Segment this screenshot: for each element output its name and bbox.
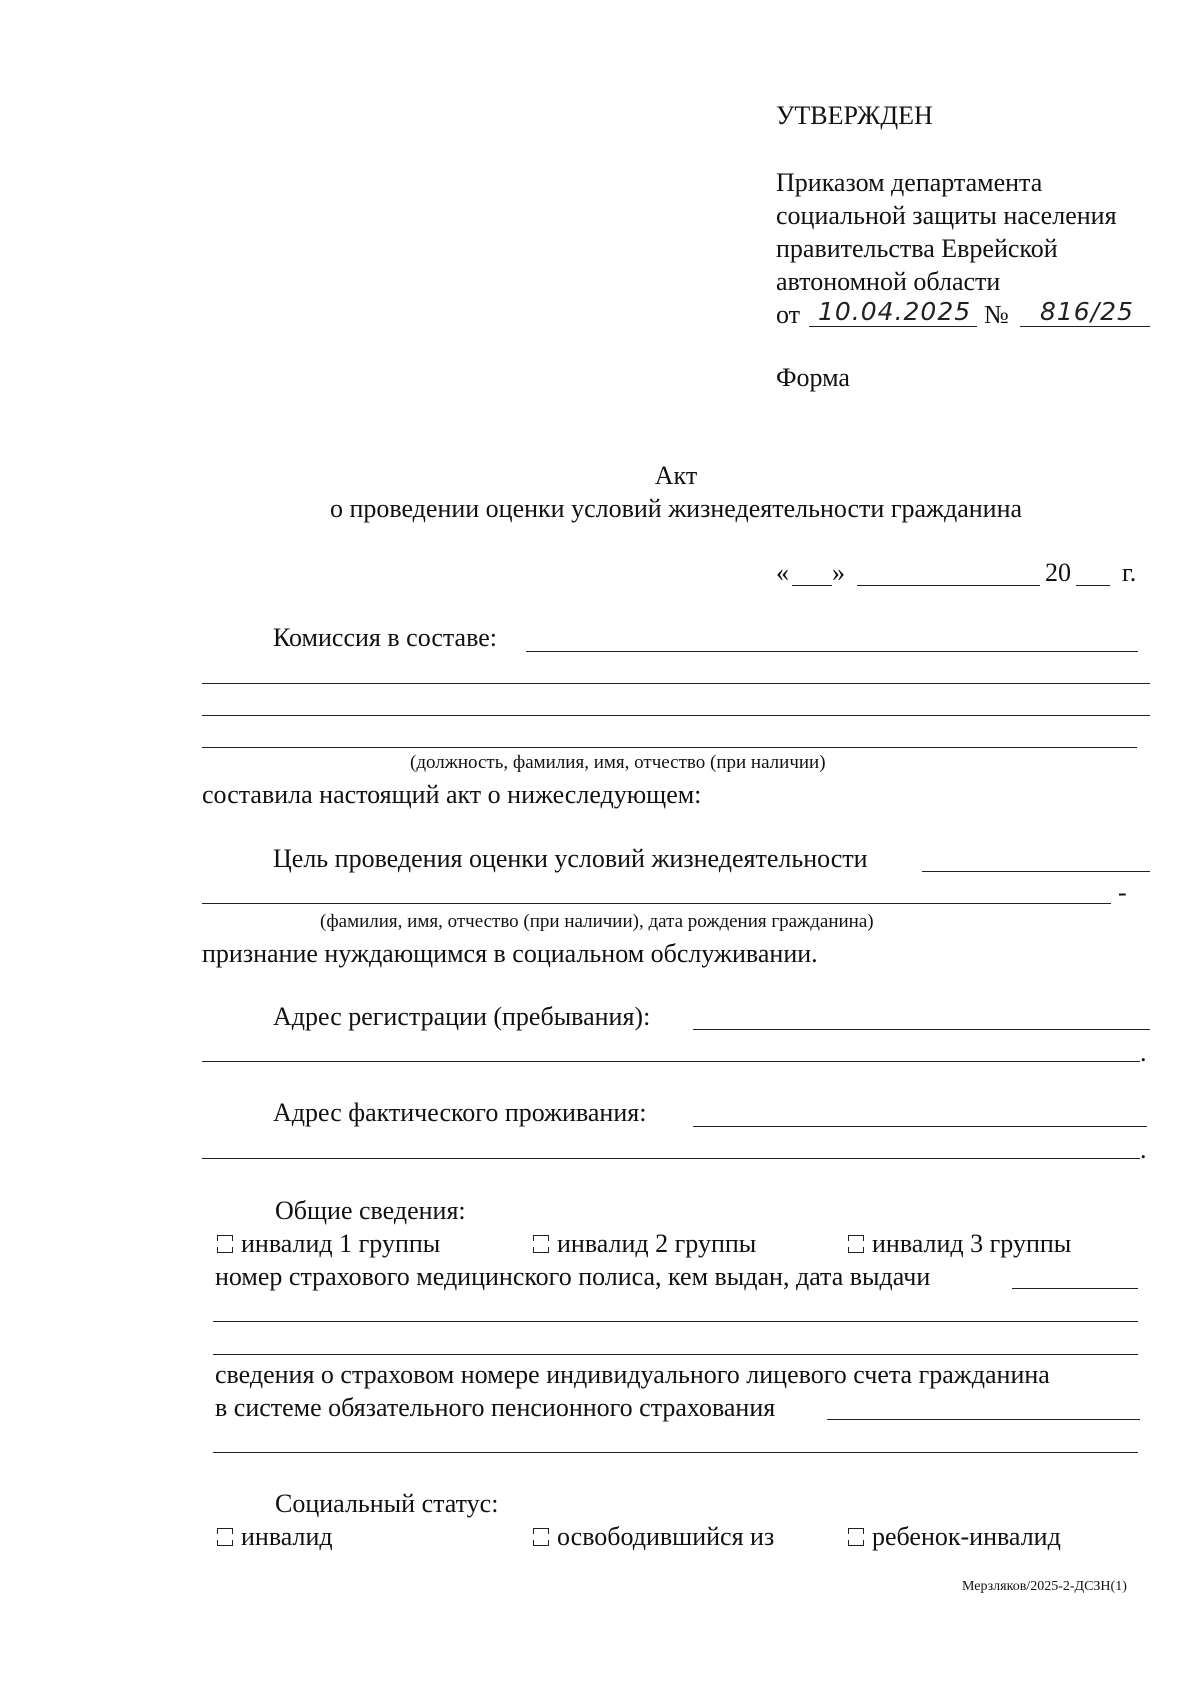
date-year-prefix: 20: [1045, 558, 1071, 587]
order-line-1: Приказом департамента: [776, 168, 1043, 197]
checkbox-icon[interactable]: [533, 1235, 547, 1253]
approved-heading: УТВЕРЖДЕН: [776, 101, 933, 130]
date-close-quote: »: [832, 558, 845, 587]
address-actual-line-2[interactable]: [202, 1158, 1140, 1159]
snils-line-2[interactable]: [213, 1452, 1138, 1453]
commission-line-1[interactable]: [526, 651, 1138, 652]
purpose-line-1[interactable]: [922, 871, 1150, 872]
checkbox-icon[interactable]: [217, 1528, 231, 1546]
date-month-line: [857, 585, 1040, 586]
address-actual-line-1[interactable]: [693, 1126, 1147, 1127]
document-code: Мерзляков/2025-2-ДСЗН(1): [962, 1579, 1127, 1594]
purpose-text: признание нуждающимся в социальном обслуживании.: [202, 939, 818, 968]
policy-line-3[interactable]: [213, 1354, 1138, 1355]
address-registration-line-1[interactable]: [693, 1029, 1150, 1030]
snils-label-line-1: сведения о страховом номере индивидуального лицевого счета гражданина: [215, 1360, 1050, 1389]
order-date-line: [809, 326, 977, 327]
purpose-dash: -: [1118, 878, 1127, 907]
act-subtitle: о проведении оценки условий жизнедеятельности гражданина: [329, 494, 1023, 523]
social-status-released-option[interactable]: [533, 1521, 774, 1553]
policy-line-1[interactable]: [1012, 1288, 1138, 1289]
social-status-disabled-label: инвалид: [241, 1522, 333, 1551]
address-registration-line-2[interactable]: [202, 1061, 1140, 1062]
date-year-suffix: г.: [1122, 558, 1137, 587]
general-label: Общие сведения:: [275, 1196, 466, 1225]
purpose-line-2[interactable]: [202, 903, 1111, 904]
checkbox-icon[interactable]: [848, 1235, 862, 1253]
commission-label: Комиссия в составе:: [273, 623, 497, 652]
checkbox-icon[interactable]: [217, 1235, 231, 1253]
social-status-disabled-option[interactable]: [217, 1521, 333, 1553]
order-number-handwritten: 816/25: [1040, 297, 1134, 326]
order-date-handwritten: 10.04.2025: [818, 297, 972, 326]
order-from-label: от: [776, 300, 801, 329]
order-number-line: [1020, 326, 1150, 327]
snils-line-1[interactable]: [827, 1419, 1140, 1420]
order-line-2: социальной защиты населения: [776, 201, 1117, 230]
commission-line-4[interactable]: [202, 747, 1137, 748]
snils-label-line-2: в системе обязательного пенсионного страхования: [215, 1393, 776, 1422]
disability-group-1-option[interactable]: [217, 1228, 440, 1260]
purpose-caption: (фамилия, имя, отчество (при наличии), дата рождения гражданина): [320, 911, 874, 932]
disability-group-2-label: инвалид 2 группы: [557, 1229, 757, 1258]
address-registration-label: Адрес регистрации (пребывания):: [273, 1002, 651, 1031]
commission-statement: составила настоящий акт о нижеследующем:: [202, 780, 702, 809]
address-registration-end: .: [1140, 1038, 1147, 1067]
form-label: Форма: [776, 363, 850, 392]
purpose-label: Цель проведения оценки условий жизнедеятельности: [273, 844, 868, 873]
date-open-quote: «: [776, 558, 789, 587]
checkbox-icon[interactable]: [848, 1528, 862, 1546]
act-title: Акт: [654, 461, 698, 490]
social-status-disabled-child-label: ребенок-инвалид: [872, 1522, 1061, 1551]
disability-group-1-label: инвалид 1 группы: [241, 1229, 441, 1258]
date-year-line: [1076, 585, 1110, 586]
order-line-4: автономной области: [776, 267, 1001, 296]
order-number-label: №: [984, 300, 1009, 329]
date-day-line: [792, 585, 832, 586]
disability-group-3-option[interactable]: [848, 1228, 1071, 1260]
commission-line-3[interactable]: [202, 715, 1150, 716]
policy-line-2[interactable]: [213, 1321, 1138, 1322]
disability-group-2-option[interactable]: [533, 1228, 756, 1260]
social-status-disabled-child-option[interactable]: [848, 1521, 1061, 1553]
commission-caption: (должность, фамилия, имя, отчество (при наличии): [410, 752, 826, 773]
order-line-3: правительства Еврейской: [776, 234, 1058, 263]
checkbox-icon[interactable]: [533, 1528, 547, 1546]
address-actual-label: Адрес фактического проживания:: [273, 1098, 647, 1127]
policy-label: номер страхового медицинского полиса, кем выдан, дата выдачи: [215, 1262, 931, 1291]
social-status-released-label: освободившийся из: [557, 1522, 775, 1551]
disability-group-3-label: инвалид 3 группы: [872, 1229, 1072, 1258]
address-actual-end: .: [1140, 1135, 1147, 1164]
social-status-label: Социальный статус:: [275, 1489, 499, 1518]
commission-line-2[interactable]: [202, 683, 1150, 684]
